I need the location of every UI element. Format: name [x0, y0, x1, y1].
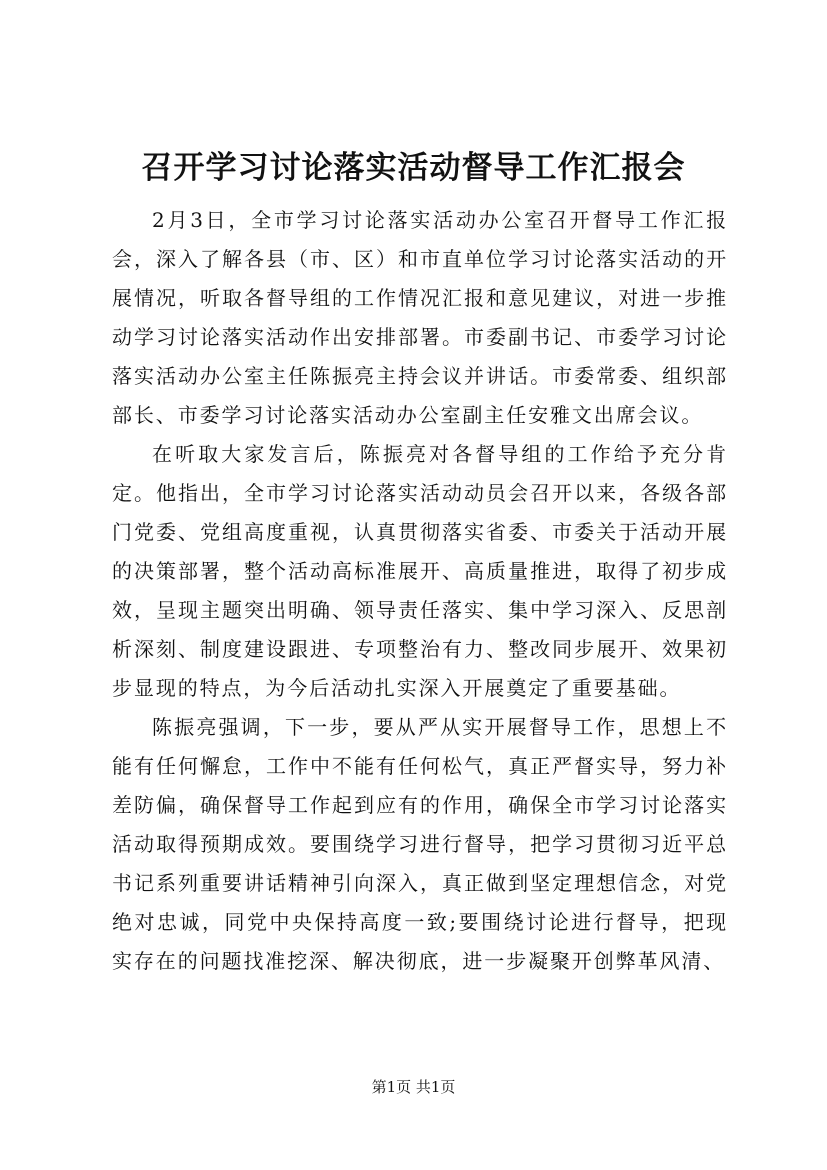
page-number-footer: 第1页 共1页: [371, 1078, 456, 1096]
paragraph-2: 在听取大家发言后，陈振亮对各督导组的工作给予充分肯定。他指出，全市学习讨论落实活动动员会召开以来，各级各部门党委、党组高度重视，认真贯彻落实省委、市委关于活动开展的决策部署，整个活动高标准展开、高质量推进，取得了初步成效，呈现主题突出明确、领导责任落实、集中学习深入、反思剖析深刻、制度建设跟进、专项整治有力、整改同步展开、效果初步显现的特点，为今后活动扎实深入开展奠定了重要基础。: [112, 442, 728, 700]
paragraph-1: 2月3日，全市学习讨论落实活动办公室召开督导工作汇报会，深入了解各县（市、区）和市直单位学习讨论落实活动的开展情况，听取各督导组的工作情况汇报和意见建议，对进一步推动学习讨论落实活动作出安排部署。市委副书记、市委学习讨论落实活动办公室主任陈振亮主持会议并讲话。市委常委、组织部部长、市委学习讨论落实活动办公室副主任安雅文出席会议。: [112, 208, 728, 427]
document-body: [112, 201, 728, 981]
document-title: 召开学习讨论落实活动督导工作汇报会: [141, 150, 686, 186]
paragraph-3: 陈振亮强调，下一步，要从严从实开展督导工作，思想上不能有任何懈怠，工作中不能有任何松气，真正严督实导，努力补差防偏，确保督导工作起到应有的作用，确保全市学习讨论落实活动取得预期成效。要围绕学习进行督导，把学习贯彻习近平总书记系列重要讲话精神引向深入，真正做到坚定理想信念，对党绝对忠诚，同党中央保持高度一致;要围绕讨论进行督导，把现实存在的问题找准挖深、解决彻底，进一步凝聚开创弊革风清、: [112, 715, 728, 973]
